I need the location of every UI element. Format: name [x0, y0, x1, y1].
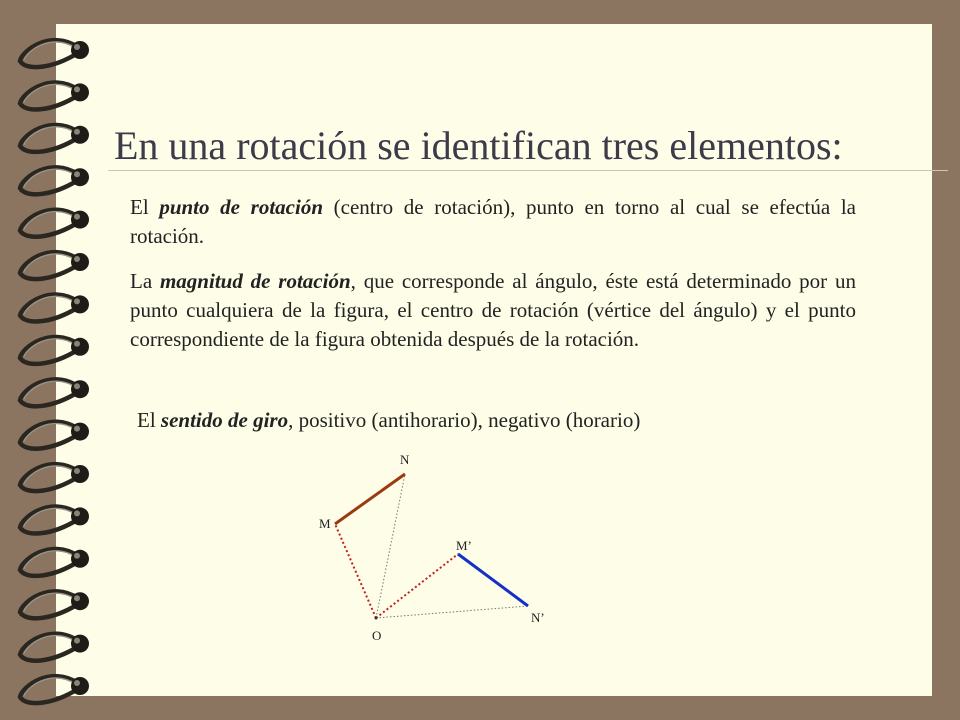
- spiral-ring: [20, 210, 89, 237]
- point-O: [375, 617, 378, 620]
- paragraph-point-of-rotation: [130, 193, 856, 251]
- spiral-ring: [20, 591, 89, 618]
- spiral-ring: [20, 634, 89, 661]
- spiral-ring: [20, 549, 89, 576]
- dotted-ON-prime: [376, 606, 528, 618]
- label-O: O: [372, 628, 382, 643]
- p2-rest: , que corresponde al ángulo, éste está determinado por un punto cualquiera de la figura, el centro de rotación (vértice del ángulo) y el punto correspondiente de la figura obtenida después de la rotación.: [130, 269, 856, 351]
- p3-prefix: El: [137, 408, 161, 432]
- label-N: N: [400, 452, 410, 467]
- dotted-OM-prime: [376, 554, 458, 618]
- spiral-ring: [20, 337, 89, 364]
- spiral-ring: [20, 676, 89, 703]
- segment-M-prime-N-prime: [458, 554, 528, 606]
- p3-rest: , positivo (antihorario), negativo (horario): [288, 408, 641, 432]
- spiral-ring: [20, 125, 89, 152]
- paragraph-magnitude-of-rotation: [130, 267, 856, 354]
- p1-term: punto de rotación: [159, 195, 324, 219]
- slide-title: En una rotación se identifican tres elementos:: [114, 123, 843, 168]
- p1-rest: (centro de rotación), punto en torno al cual se efectúa la rotación.: [130, 195, 856, 248]
- dotted-ON: [376, 474, 405, 618]
- segment-MN: [335, 474, 405, 524]
- spiral-ring: [20, 507, 89, 534]
- title-underline: [108, 170, 948, 171]
- label-N-prime: N’: [531, 610, 545, 625]
- spiral-ring: [20, 40, 89, 67]
- spiral-ring: [20, 83, 89, 110]
- spiral-ring: [20, 167, 89, 194]
- spiral-ring: [20, 422, 89, 449]
- p2-prefix: La: [130, 269, 160, 293]
- rotation-diagram: [300, 440, 580, 660]
- spiral-ring: [20, 379, 89, 406]
- p1-prefix: El: [130, 195, 160, 219]
- p3-term: sentido de giro: [160, 408, 289, 432]
- paragraph-direction-of-rotation: [137, 408, 640, 433]
- spiral-ring: [20, 252, 89, 279]
- spiral-ring: [20, 464, 89, 491]
- spiral-binding: [0, 0, 110, 720]
- label-M: M: [319, 516, 331, 531]
- label-M-prime: M’: [456, 538, 472, 553]
- p2-term: magnitud de rotación: [159, 269, 351, 293]
- spiral-ring: [20, 295, 89, 322]
- dotted-OM: [335, 524, 376, 618]
